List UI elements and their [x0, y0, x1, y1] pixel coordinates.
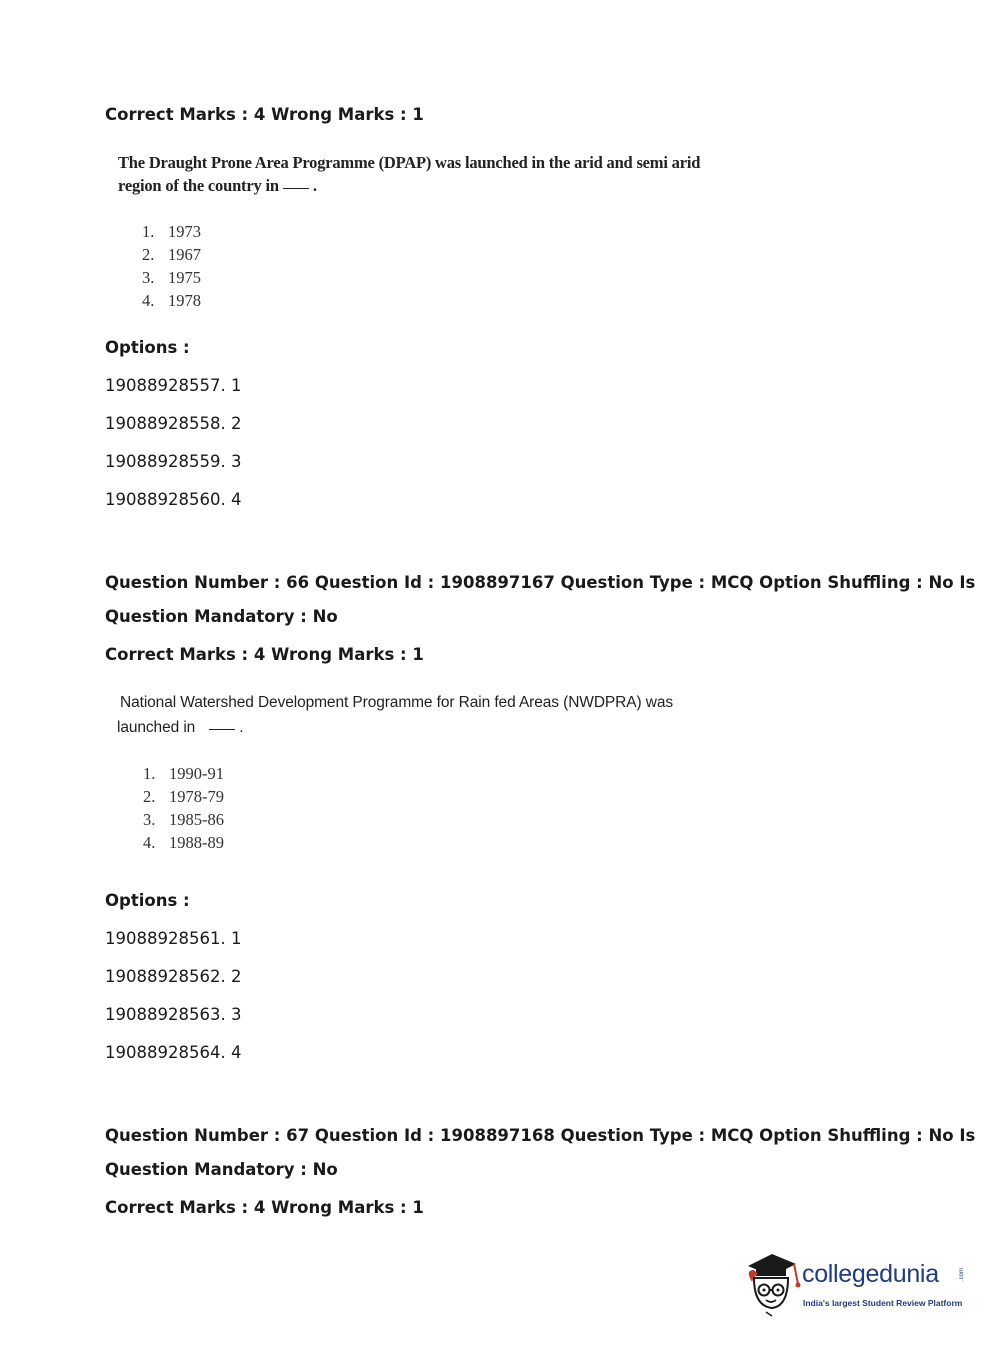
choice-number: 3.: [143, 810, 156, 829]
question-end: .: [312, 176, 317, 195]
choice-item: [143, 762, 224, 785]
choice-item: [143, 785, 224, 808]
choice-value: 1975: [168, 268, 201, 287]
question-mandatory: Question Mandatory : No: [105, 607, 338, 626]
question-header: Question Number : 67 Question Id : 1908897168 Question Type : MCQ Option Shuffling : No Is: [105, 1126, 976, 1145]
answer-blank: [209, 729, 235, 730]
choice-item: [142, 243, 201, 266]
choice-value: 1978: [168, 291, 201, 310]
collegedunia-logo: [742, 1248, 972, 1318]
option-item: 19088928559. 3: [105, 452, 242, 471]
marks-line: Correct Marks : 4 Wrong Marks : 1: [105, 645, 424, 664]
option-item: 19088928564. 4: [105, 1043, 242, 1062]
options-label: Options :: [105, 891, 190, 910]
logo-dotcom: .com: [959, 1268, 965, 1282]
option-item: 19088928563. 3: [105, 1005, 242, 1024]
choice-value: 1967: [168, 245, 201, 264]
question-header: Question Number : 66 Question Id : 1908897167 Question Type : MCQ Option Shuffling : No Is: [105, 573, 976, 592]
question-line: National Watershed Development Programme for Rain fed Areas (NWDPRA) was: [120, 694, 674, 711]
choice-value: 1990-91: [169, 764, 224, 783]
option-item: 19088928562. 2: [105, 967, 242, 986]
choice-number: 4.: [142, 291, 155, 310]
choice-number: 2.: [142, 245, 155, 264]
mascot-icon: [742, 1248, 802, 1318]
option-item: 19088928558. 2: [105, 414, 242, 433]
question-end: .: [239, 719, 244, 736]
choice-number: 4.: [143, 833, 156, 852]
choice-item: [142, 220, 201, 243]
question-mandatory: Question Mandatory : No: [105, 1160, 338, 1179]
choice-item: [142, 266, 201, 289]
question-text: [118, 151, 700, 197]
question-fragment: launched in: [117, 719, 196, 736]
question-line: [117, 715, 673, 740]
logo-wordmark: collegedunia: [802, 1260, 939, 1288]
choice-value: 1988-89: [169, 833, 224, 852]
answer-blank: [283, 188, 309, 189]
choice-number: 3.: [142, 268, 155, 287]
question-line: [118, 174, 700, 197]
choice-value: 1978-79: [169, 787, 224, 806]
options-label: Options :: [105, 338, 190, 357]
choice-number: 1.: [143, 764, 156, 783]
choice-value: 1985-86: [169, 810, 224, 829]
question-text: [117, 690, 674, 740]
choice-number: 1.: [142, 222, 155, 241]
choice-number: 2.: [143, 787, 156, 806]
question-fragment: region of the country in: [118, 176, 279, 195]
option-item: 19088928561. 1: [105, 929, 242, 948]
question-line: The Draught Prone Area Programme (DPAP) was launched in the arid and semi arid: [118, 153, 701, 172]
logo-tagline: India's largest Student Review Platform: [803, 1298, 963, 1308]
option-item: 19088928560. 4: [105, 490, 242, 509]
choice-item: [142, 289, 201, 312]
option-item: 19088928557. 1: [105, 376, 242, 395]
choice-item: [143, 831, 224, 854]
choice-value: 1973: [168, 222, 201, 241]
marks-line: Correct Marks : 4 Wrong Marks : 1: [105, 105, 424, 124]
marks-line: Correct Marks : 4 Wrong Marks : 1: [105, 1198, 424, 1217]
choice-item: [143, 808, 224, 831]
